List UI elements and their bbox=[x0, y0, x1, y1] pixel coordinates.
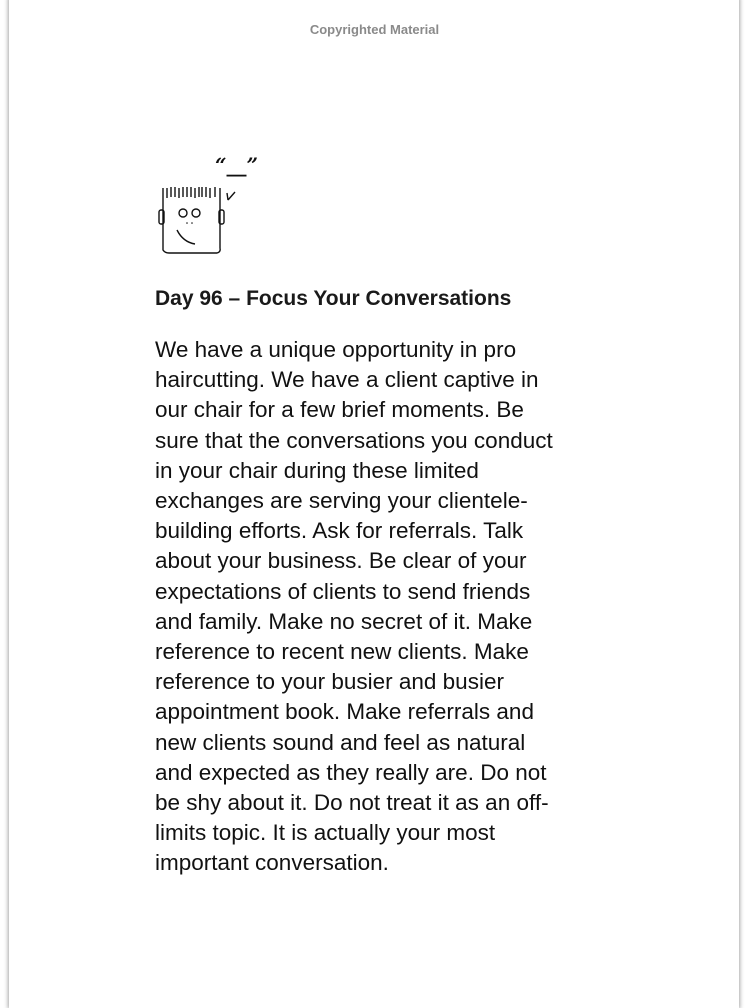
body-line: our chair for a few brief moments. Be bbox=[155, 397, 524, 423]
body-line: appointment book. Make referrals and bbox=[155, 699, 534, 725]
body-line: reference to your busier and busier bbox=[155, 669, 504, 695]
body-line: new clients sound and feel as natural bbox=[155, 729, 526, 755]
body-line: sure that the conversations you conduct bbox=[155, 427, 553, 453]
body-line: building efforts. Ask for referrals. Talk bbox=[155, 518, 524, 544]
body-line: reference to recent new clients. Make bbox=[155, 639, 529, 665]
body-line: important conversation. bbox=[155, 850, 389, 876]
body-line: limits topic. It is actually your most bbox=[155, 820, 496, 846]
speech-quote-text: “__” bbox=[215, 153, 259, 177]
body-line: about your business. Be clear of your bbox=[155, 548, 527, 574]
cartoon-head-illustration bbox=[155, 150, 285, 260]
body-line: expectations of clients to send friends bbox=[155, 578, 531, 604]
body-line: and expected as they really are. Do not bbox=[155, 759, 547, 785]
chapter-title: Day 96 – Focus Your Conversations bbox=[155, 287, 512, 310]
body-line: be shy about it. Do not treat it as an off- bbox=[155, 790, 549, 816]
body-text bbox=[155, 335, 553, 879]
body-line: We have a unique opportunity in pro bbox=[155, 337, 517, 362]
body-line: exchanges are serving your clientele- bbox=[155, 488, 528, 514]
body-line: in your chair during these limited bbox=[155, 457, 479, 483]
body-line: haircutting. We have a client captive in bbox=[155, 367, 539, 393]
copyright-notice: Copyrighted Material bbox=[309, 22, 440, 37]
talking-head-icon bbox=[155, 150, 285, 260]
body-line: and family. Make no secret of it. Make bbox=[155, 608, 533, 634]
